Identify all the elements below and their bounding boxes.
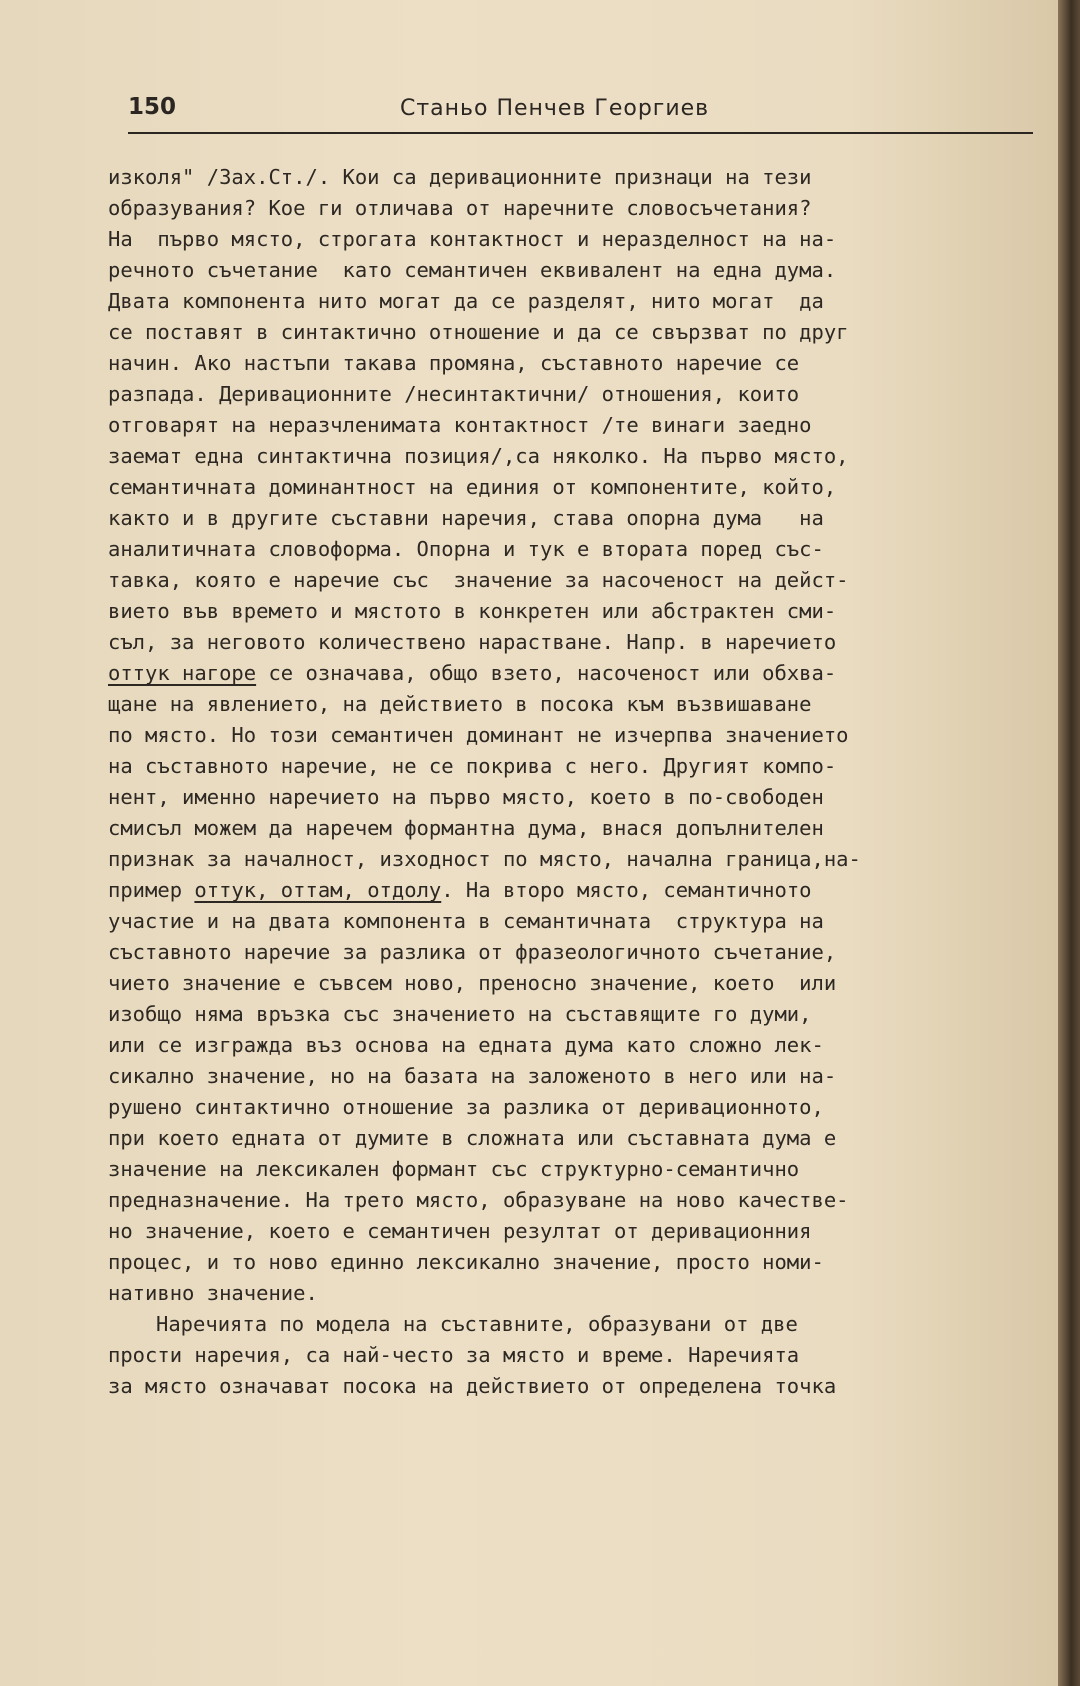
text-line: процес, и то ново единно лексикално значение, просто номи- [108, 1250, 824, 1274]
text-line: сикално значение, но на базата на заложеното в него или на- [108, 1064, 837, 1088]
running-head: Станьо Пенчев Георгиев [400, 96, 710, 121]
text-line: както и в другите съставни наречия, става опорна дума на [108, 506, 824, 530]
text-line: аналитичната словоформа. Опорна и тук е втората поред със- [108, 537, 824, 561]
text-line: се поставят в синтактично отношение и да се свързват по друг [108, 320, 849, 344]
text-line: значение на лексикален формант със структурно-семантично [108, 1157, 800, 1181]
body-text [108, 162, 1053, 1402]
text-line: речното съчетание като семантичен еквивалент на една дума. [108, 258, 837, 282]
text-line: или се изгражда въз основа на едната дума като сложно лек- [108, 1033, 824, 1057]
text-line: нативно значение. [108, 1281, 318, 1305]
paragraph-1 [108, 162, 1053, 1309]
page-header [128, 92, 1033, 134]
text-line: разпада. Деривационните /несинтактични/ отношения, които [108, 382, 800, 406]
text-line: чието значение е съвсем ново, преносно значение, което или [108, 971, 837, 995]
text-line: Наречията по модела на съставните, образувани от две [156, 1312, 798, 1336]
text-line: нент, именно наречието на първо място, което в по-свободен [108, 785, 824, 809]
line-text-segment: . На второ място, семантичното [441, 878, 812, 902]
text-line [108, 875, 1053, 906]
page-number: 150 [128, 94, 177, 120]
text-line: участие и на двата компонента в семантичната структура на [108, 909, 824, 933]
text-line: тавка, която е наречие със значение за насоченост на дейст- [108, 568, 849, 592]
paragraph-2 [108, 1309, 1053, 1402]
text-line: за място означават посока на действието от определена точка [108, 1374, 837, 1398]
text-line: предназначение. На трето място, образуване на ново качестве- [108, 1188, 849, 1212]
text-line: съставното наречие за разлика от фразеологичното съчетание, [108, 940, 837, 964]
text-line: щане на явлението, на действието в посока към възвишаване [108, 692, 812, 716]
text-line: при което едната от думите в сложната или съставната дума е [108, 1126, 837, 1150]
text-line: признак за началност, изходност по място, начална граница,на- [108, 847, 861, 871]
text-line: изколя" /Зах.Ст./. Кои са деривационните признаци на тези [108, 165, 812, 189]
text-line: семантичната доминантност на единия от компонентите, който, [108, 475, 837, 499]
text-line: смисъл можем да наречем формантна дума, внася допълнителен [108, 816, 824, 840]
line-text-segment: се означава, общо взето, насоченост или обхва- [256, 661, 837, 685]
text-line: прости наречия, са най-често за място и време. Наречията [108, 1343, 800, 1367]
text-line: съл, за неговото количествено нарастване. Напр. в наречието [108, 630, 837, 654]
text-line: отговарят на неразчленимата контактност /те винаги заедно [108, 413, 812, 437]
book-spine [1058, 0, 1080, 1686]
text-line: начин. Ако настъпи такава промяна, съставното наречие се [108, 351, 800, 375]
text-line: На първо място, строгата контактност и неразделност на на- [108, 227, 837, 251]
text-line [108, 658, 1053, 689]
line-text-segment: пример [108, 878, 195, 902]
text-line: но значение, което е семантичен резултат от деривационния [108, 1219, 812, 1243]
text-line: изобщо няма връзка със значението на съставящите го думи, [108, 1002, 812, 1026]
text-line: рушено синтактично отношение за разлика от деривационното, [108, 1095, 824, 1119]
text-line: по място. Но този семантичен доминант не изчерпва значението [108, 723, 849, 747]
text-line: вието във времето и мястото в конкретен или абстрактен сми- [108, 599, 837, 623]
text-line: Двата компонента нито могат да се разделят, нито могат да [108, 289, 824, 313]
text-line: образувания? Кое ги отличава от наречните словосъчетания? [108, 196, 812, 220]
text-line: на съставното наречие, не се покрива с него. Другият компо- [108, 754, 837, 778]
underlined-example: оттук нагоре [108, 661, 257, 685]
underlined-example: оттук, оттам, отдолу [194, 878, 442, 902]
text-line: заемат една синтактична позиция/,са няколко. На първо място, [108, 444, 849, 468]
